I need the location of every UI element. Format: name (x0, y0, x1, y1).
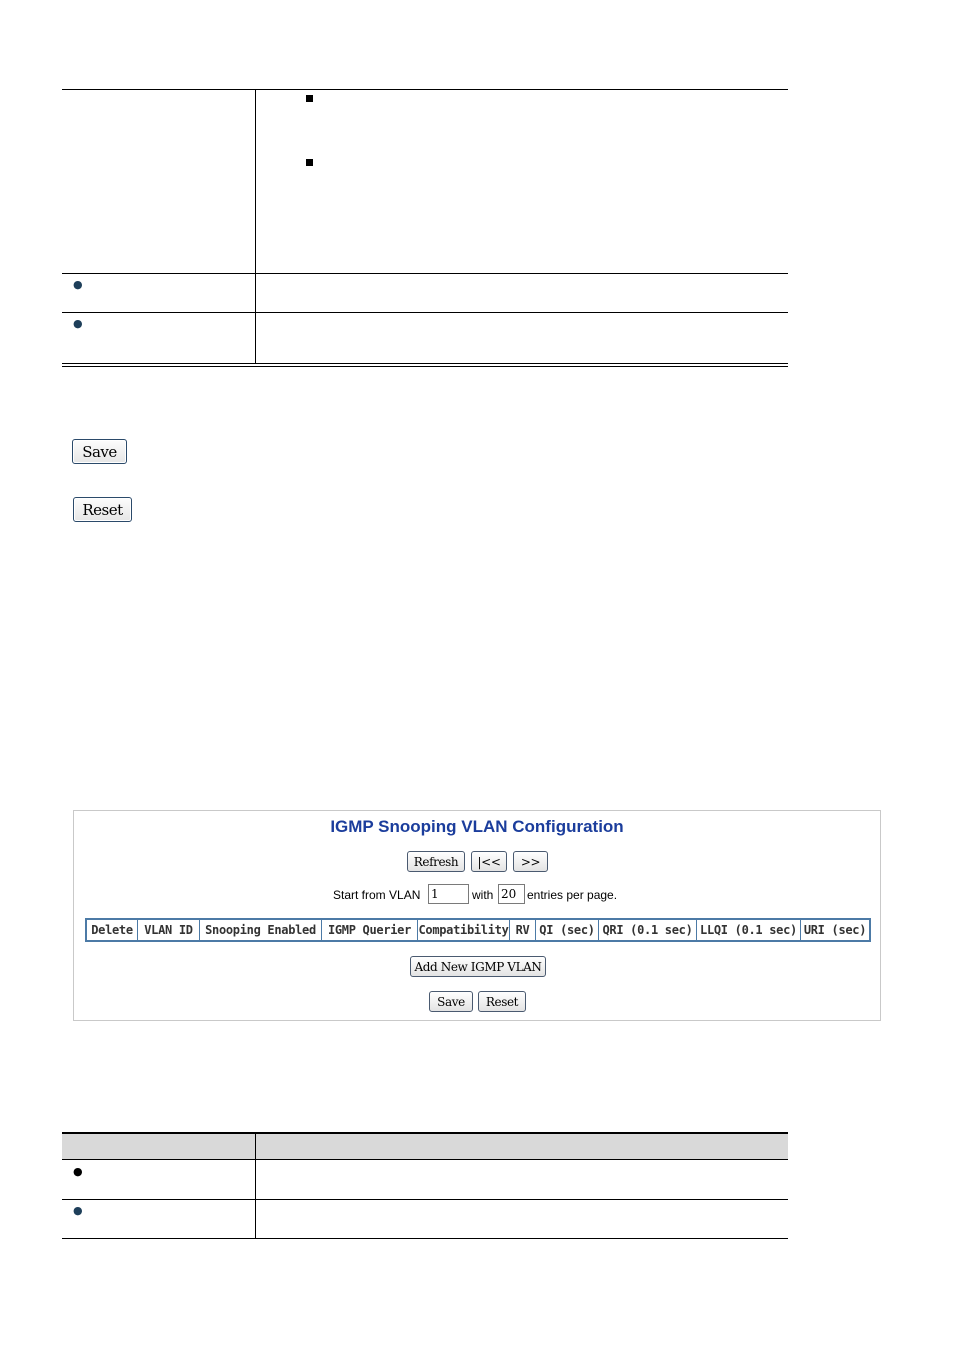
add-new-igmp-vlan-button[interactable]: Add New IGMP VLAN (410, 956, 546, 977)
column-header-vlan-id: VLAN ID (138, 920, 200, 940)
bullet-icon: ● (73, 1204, 83, 1217)
start-from-label: Start from VLAN (333, 888, 421, 902)
column-header-igmp-querier: IGMP Querier (322, 920, 418, 940)
bottom-parameter-table (62, 1132, 788, 1239)
with-label: with (472, 888, 494, 902)
table-header-row (62, 1132, 788, 1160)
reset-button[interactable]: Reset (73, 497, 132, 522)
panel-save-button[interactable]: Save (429, 991, 473, 1012)
page-title: IGMP Snooping VLAN Configuration (330, 817, 624, 836)
first-page-button[interactable]: |<< (471, 851, 507, 872)
column-header-compatibility: Compatibility (418, 920, 510, 940)
panel-reset-button[interactable]: Reset (478, 991, 526, 1012)
table-bottom-rule (62, 363, 788, 364)
bullet-icon: ● (73, 317, 83, 330)
entries-per-page-label: entries per page. (527, 888, 618, 902)
vlan-table-header (85, 918, 871, 942)
start-vlan-input[interactable]: 1 (428, 884, 469, 904)
bullet-icon: ● (73, 1165, 83, 1178)
table-row (62, 89, 788, 274)
table-row (62, 312, 788, 363)
column-header-rv: RV (510, 920, 536, 940)
paging-controls (74, 884, 880, 906)
column-header-snooping-enabled: Snooping Enabled (200, 920, 322, 940)
igmp-vlan-config-panel (73, 810, 881, 1021)
save-button[interactable]: Save (72, 439, 127, 464)
table-row (62, 1160, 788, 1200)
refresh-button[interactable]: Refresh (407, 851, 465, 872)
next-page-button[interactable]: >> (513, 851, 548, 872)
table-row (62, 1199, 788, 1239)
column-header-qri: QRI (0.1 sec) (599, 920, 697, 940)
bullet-icon: ● (73, 278, 83, 291)
top-parameter-table (62, 89, 788, 367)
column-header-uri: URI (sec) (803, 923, 867, 937)
table-bottom-rule (62, 366, 788, 367)
column-header-qi: QI (sec) (536, 920, 599, 940)
column-header-llqi: LLQI (0.1 sec) (697, 920, 801, 940)
table-row (62, 273, 788, 313)
column-header-delete: Delete (87, 920, 138, 940)
entries-per-page-input[interactable]: 20 (498, 884, 525, 904)
